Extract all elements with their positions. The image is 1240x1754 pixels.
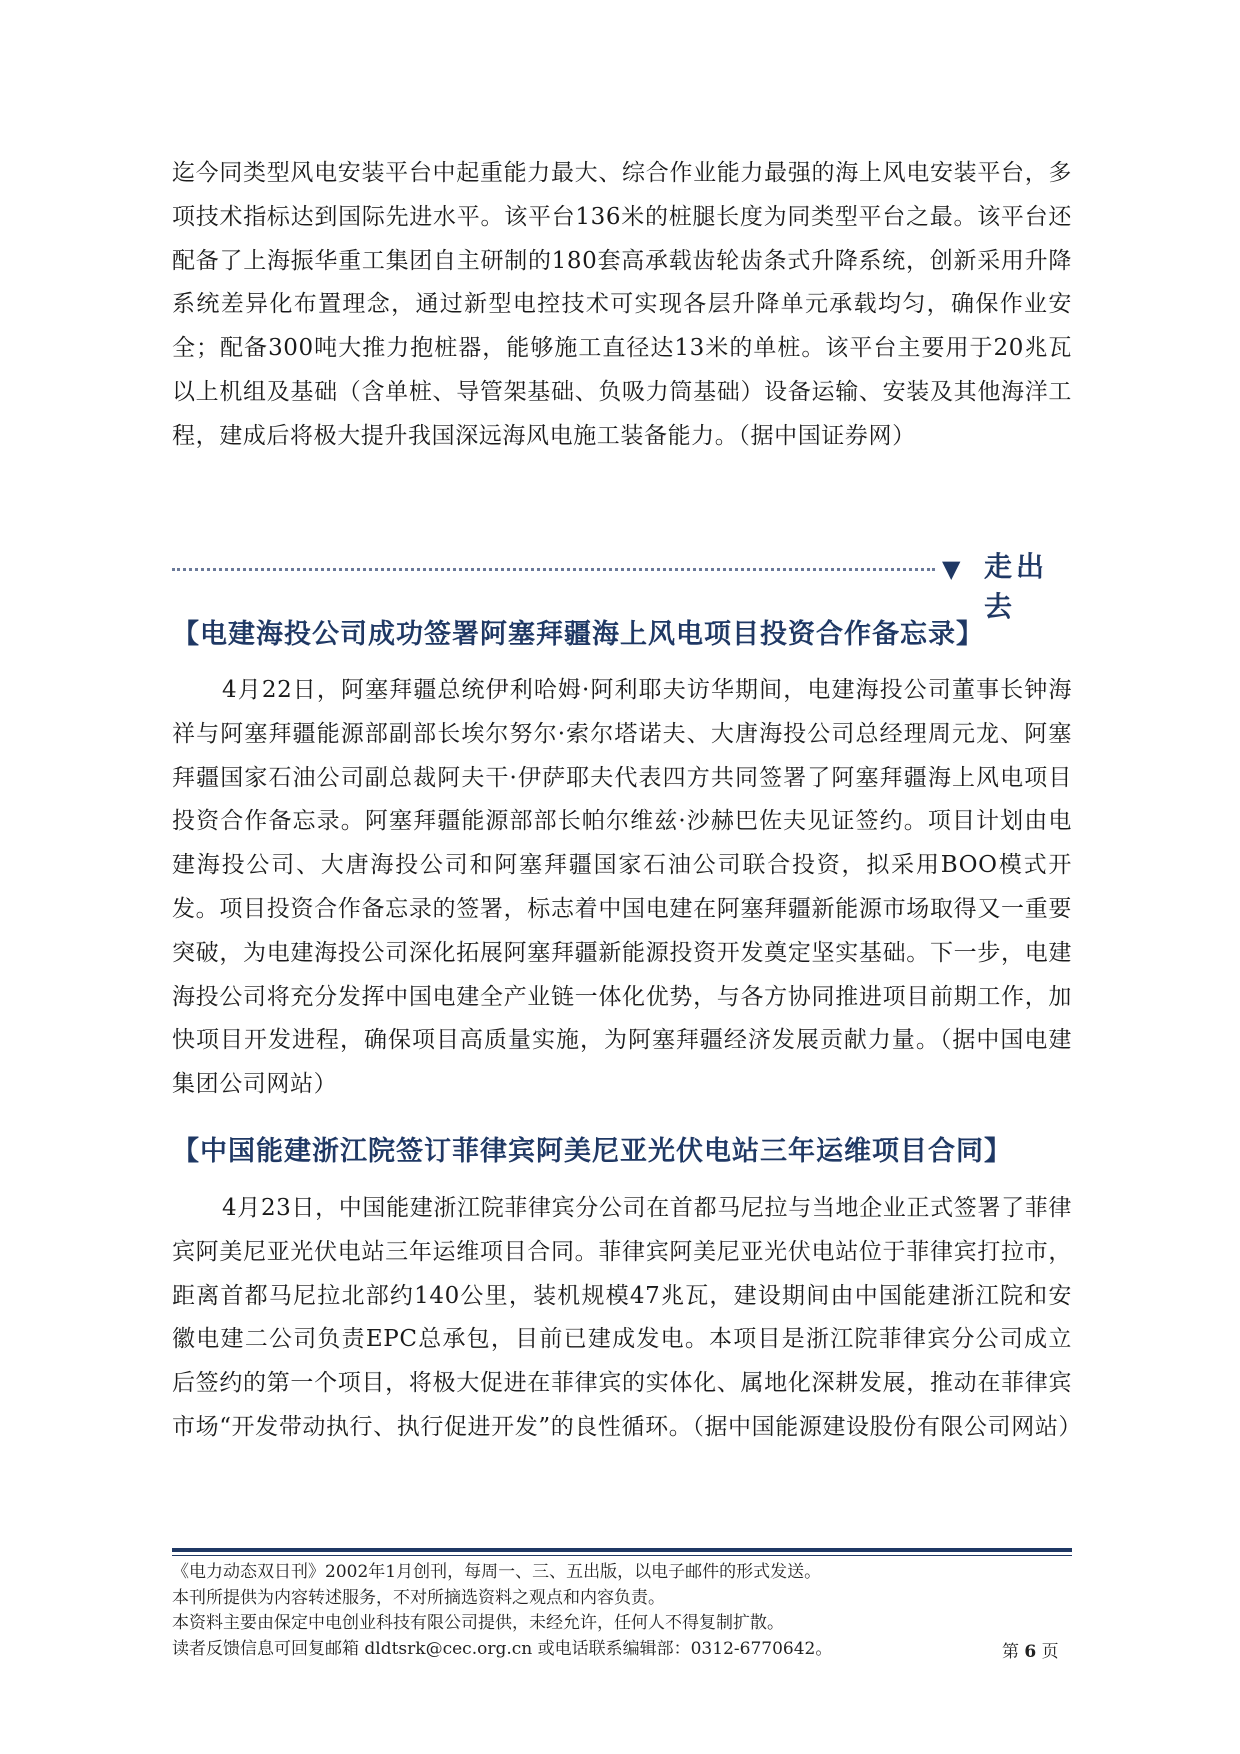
section-divider [172, 545, 1072, 623]
footer-line: 《电力动态双日刊》2002年1月创刊，每周一、三、五出版，以电子邮件的形式发送。 [172, 1562, 822, 1582]
footer-notes [172, 1560, 1072, 1662]
section-title: 走出去 [984, 550, 1049, 623]
footer-line: 本资料主要由保定中电创业科技有限公司提供，未经允许，任何人不得复制扩散。 [172, 1613, 784, 1633]
footer-contact-line: 读者反馈信息可回复邮箱 dldtsrk@cec.org.cn 或电话联系编辑部：0312-6770642。 [172, 1638, 833, 1659]
article-body: 4月22日，阿塞拜疆总统伊利哈姆·阿利耶夫访华期间，电建海投公司董事长钟海祥与阿塞拜疆能源部副部长埃尔努尔·索尔塔诺夫、大唐海投公司总经理周元龙、阿塞拜疆国家石油公司副总裁阿夫干·伊萨耶夫代表四方共同签署了阿塞拜疆海上风电项目投资合作备忘录。阿塞拜疆能源部部长帕尔维兹·沙赫巴佐夫见证签约。项目计划由电建海投公司、大唐海投公司和阿塞拜疆国家石油公司联合投资，拟采用BOO模式开发。项目投资合作备忘录的签署，标志着中国电建在阿塞拜疆新能源市场取得又一重要突破，为电建海投公司深化拓展阿塞拜疆新能源投资开发奠定坚实基础。下一步，电建海投公司将充分发挥中国电建全产业链一体化优势，与各方协同推进项目前期工作，加快项目开发进程，确保项目高质量实施，为阿塞拜疆经济发展贡献力量。（据中国电建集团公司网站） [172, 677, 1072, 1098]
footer-rule-thin [172, 1555, 1072, 1556]
dotted-rule [172, 568, 935, 571]
article-continuation-paragraph: 迄今同类型风电安装平台中起重能力最大、综合作业能力最强的海上风电安装平台，多项技术指标达到国际先进水平。该平台136米的桩腿长度为同类型平台之最。该平台还配备了上海振华重工集团自主研制的180套高承载齿轮齿条式升降系统，创新采用升降系统差异化布置理念，通过新型电控技术可实现各层升降单元承载均匀，确保作业安全；配备300吨大推力抱桩器，能够施工直径达13米的单桩。该平台主要用于20兆瓦以上机组及基础（含单桩、导管架基础、负吸力筒基础）设备运输、安装及其他海洋工程，建成后将极大提升我国深远海风电施工装备能力。（据中国证券网） [172, 160, 1072, 449]
footer-line: 本刊所提供为内容转述服务，不对所摘选资料之观点和内容负责。 [172, 1587, 665, 1608]
article-heading: 【中国能建浙江院签订菲律宾阿美尼亚光伏电站三年运维项目合同】 [172, 1136, 1012, 1167]
footer-rule-thick [172, 1548, 1072, 1552]
article-heading: 【电建海投公司成功签署阿塞拜疆海上风电项目投资合作备忘录】 [172, 619, 984, 650]
article-body: 4月23日，中国能建浙江院菲律宾分公司在首都马尼拉与当地企业正式签署了菲律宾阿美尼亚光伏电站三年运维项目合同。菲律宾阿美尼亚光伏电站位于菲律宾打拉市，距离首都马尼拉北部约140公里，装机规模47兆瓦，建设期间由中国能建浙江院和安徽电建二公司负责EPC总承包，目前已建成发电。本项目是浙江院菲律宾分公司成立后签约的第一个项目，将极大促进在菲律宾的实体化、属地化深耕发展，推动在菲律宾市场“开发带动执行、执行促进开发”的良性循环。（据中国能源建设股份有限公司网站） [172, 1195, 1083, 1440]
page-number-value: 6 [1024, 1642, 1037, 1662]
page-number [1002, 1637, 1059, 1662]
triangle-down-icon: ▼ [942, 555, 961, 583]
page-suffix: 页 [1041, 1642, 1059, 1662]
page-prefix: 第 [1002, 1642, 1019, 1662]
